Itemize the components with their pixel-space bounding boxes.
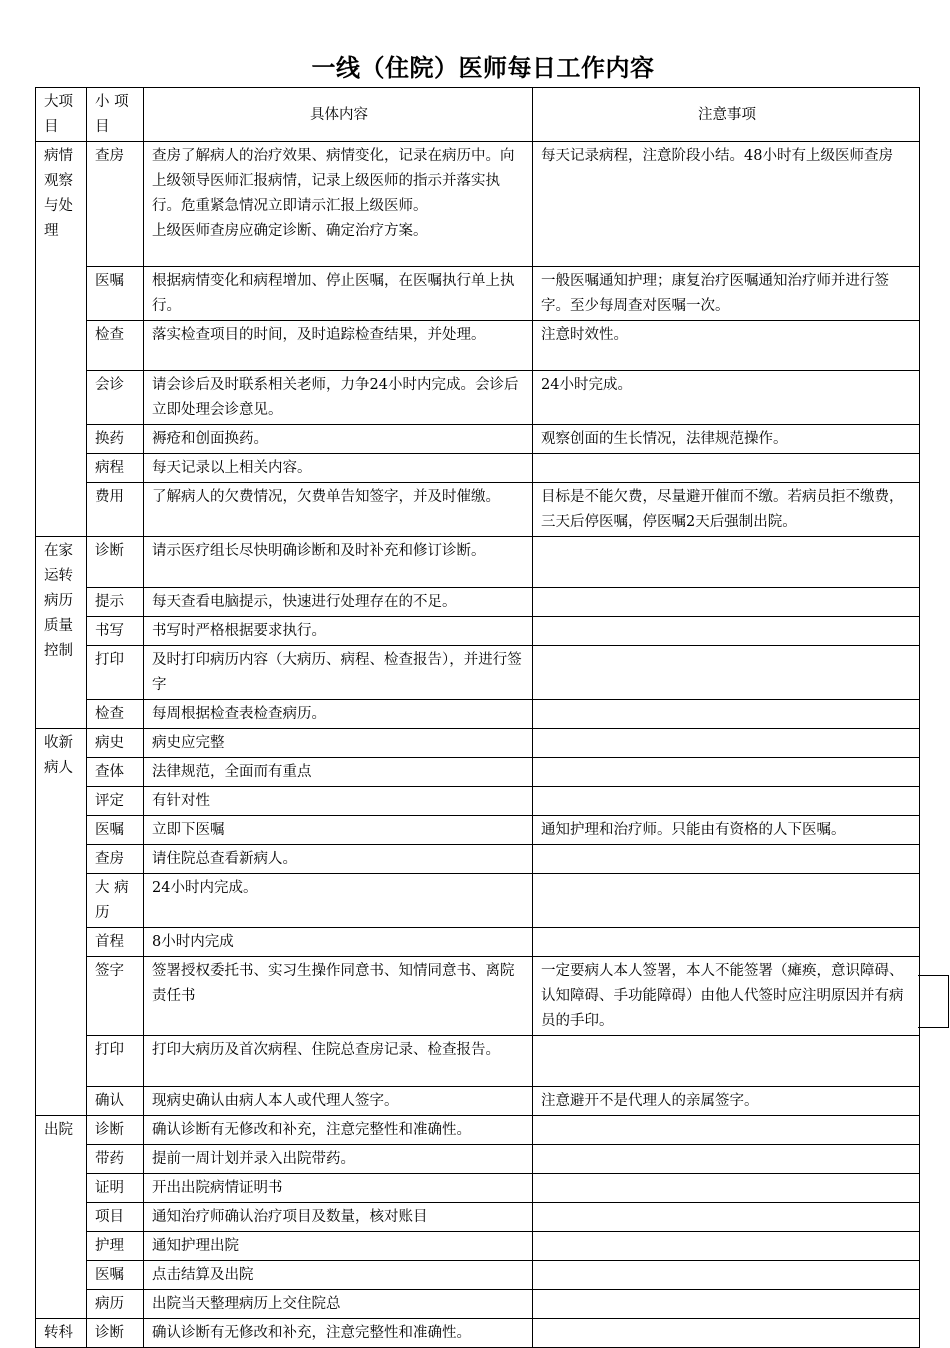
content-cell: 打印大病历及首次病程、住院总查房记录、检查报告。: [144, 1036, 533, 1087]
note-cell: [533, 1145, 920, 1174]
content-cell: 根据病情变化和病程增加、停止医嘱，在医嘱执行单上执行。: [144, 267, 533, 321]
table-row: [36, 267, 920, 321]
note-cell: 目标是不能欠费，尽量避开催而不缴。若病员拒不缴费，三天后停医嘱，停医嘱2天后强制出院。: [533, 483, 920, 537]
table-row: [36, 1203, 920, 1232]
content-cell: 确认诊断有无修改和补充，注意完整性和准确性。: [144, 1116, 533, 1145]
sub-item-name: 病历: [87, 1290, 144, 1319]
table-row: [36, 1261, 920, 1290]
sub-item-name: 打印: [87, 646, 144, 700]
note-cell: [533, 700, 920, 729]
note-cell: [533, 1261, 920, 1290]
content-cell: 法律规范，全面而有重点: [144, 758, 533, 787]
content-cell: 每周根据检查表检查病历。: [144, 700, 533, 729]
note-cell: [533, 617, 920, 646]
content-cell: 每天记录以上相关内容。: [144, 454, 533, 483]
sub-item-name: 护理: [87, 1232, 144, 1261]
note-cell: [533, 1116, 920, 1145]
sub-item-name: 病程: [87, 454, 144, 483]
content-cell: 每天查看电脑提示，快速进行处理存在的不足。: [144, 588, 533, 617]
note-cell: 注意时效性。: [533, 321, 920, 371]
sub-item-name: 提示: [87, 588, 144, 617]
content-cell: 立即下医嘱: [144, 816, 533, 845]
note-cell: [533, 874, 920, 928]
table-row: [36, 758, 920, 787]
note-cell: [533, 1203, 920, 1232]
note-cell: [533, 454, 920, 483]
sub-item-name: 诊断: [87, 1319, 144, 1348]
content-cell: 提前一周计划并录入出院带药。: [144, 1145, 533, 1174]
table-row: [36, 1145, 920, 1174]
content-cell: 书写时严格根据要求执行。: [144, 617, 533, 646]
content-cell: 请住院总查看新病人。: [144, 845, 533, 874]
table-body: [36, 142, 920, 1348]
header-content: 具体内容: [144, 88, 533, 142]
note-cell: [533, 537, 920, 588]
sub-item-name: 大 病历: [87, 874, 144, 928]
content-cell: 出院当天整理病历上交住院总: [144, 1290, 533, 1319]
table-row: [36, 1232, 920, 1261]
content-cell: 确认诊断有无修改和补充，注意完整性和准确性。: [144, 1319, 533, 1348]
sub-item-name: 书写: [87, 617, 144, 646]
content-cell: 落实检查项目的时间，及时追踪检查结果，并处理。: [144, 321, 533, 371]
note-cell: [533, 729, 920, 758]
sub-item-name: 打印: [87, 1036, 144, 1087]
table-row: [36, 874, 920, 928]
sub-item-name: 医嘱: [87, 267, 144, 321]
content-cell: 通知护理出院: [144, 1232, 533, 1261]
table-edge-extension: [918, 975, 949, 1028]
page-title: 一线（住院）医师每日工作内容: [311, 54, 655, 82]
content-cell: 签署授权委托书、实习生操作同意书、知情同意书、离院责任书: [144, 957, 533, 1036]
note-cell: 24小时完成。: [533, 371, 920, 425]
note-cell: [533, 646, 920, 700]
content-cell: 及时打印病历内容（大病历、病程、检查报告），并进行签字: [144, 646, 533, 700]
header-notes: 注意事项: [533, 88, 920, 142]
table-row: [36, 483, 920, 537]
content-cell: 有针对性: [144, 787, 533, 816]
sub-item-name: 证明: [87, 1174, 144, 1203]
sub-item-name: 费用: [87, 483, 144, 537]
note-cell: [533, 928, 920, 957]
note-cell: [533, 1290, 920, 1319]
table-row: [36, 537, 920, 588]
section-name: 转科: [36, 1319, 87, 1348]
sub-item-name: 带药: [87, 1145, 144, 1174]
sub-item-name: 确认: [87, 1087, 144, 1116]
note-cell: [533, 845, 920, 874]
table-row: [36, 1319, 920, 1348]
table-row: [36, 617, 920, 646]
note-cell: [533, 787, 920, 816]
table-row: [36, 321, 920, 371]
table-row: [36, 1290, 920, 1319]
note-cell: [533, 1232, 920, 1261]
table-row: [36, 845, 920, 874]
note-cell: 注意避开不是代理人的亲属签字。: [533, 1087, 920, 1116]
note-cell: 观察创面的生长情况，法律规范操作。: [533, 425, 920, 454]
sub-item-name: 病史: [87, 729, 144, 758]
table-row: [36, 928, 920, 957]
table-row: [36, 371, 920, 425]
note-cell: 每天记录病程，注意阶段小结。48小时有上级医师查房: [533, 142, 920, 267]
content-cell: 病史应完整: [144, 729, 533, 758]
table-row: [36, 957, 920, 1036]
sub-item-name: 查房: [87, 845, 144, 874]
table-row: [36, 646, 920, 700]
sub-item-name: 诊断: [87, 537, 144, 588]
sub-item-name: 项目: [87, 1203, 144, 1232]
sub-item-name: 首程: [87, 928, 144, 957]
note-cell: 一定要病人本人签署，本人不能签署（瘫痪，意识障碍、认知障碍、手功能障碍）由他人代签时应注明原因并有病员的手印。: [533, 957, 920, 1036]
section-name: 在家运转病历质量控制: [36, 537, 87, 729]
section-name: 病情观察与处理: [36, 142, 87, 537]
content-cell: 请示医疗组长尽快明确诊断和及时补充和修订诊断。: [144, 537, 533, 588]
note-cell: [533, 588, 920, 617]
table-row: [36, 454, 920, 483]
sub-item-name: 检查: [87, 321, 144, 371]
sub-item-name: 签字: [87, 957, 144, 1036]
content-cell: 24小时内完成。: [144, 874, 533, 928]
content-cell: 8小时内完成: [144, 928, 533, 957]
table-row: [36, 787, 920, 816]
table-row: [36, 1116, 920, 1145]
sub-item-name: 医嘱: [87, 1261, 144, 1290]
note-cell: [533, 1174, 920, 1203]
table-row: [36, 142, 920, 267]
content-cell: 请会诊后及时联系相关老师，力争24小时内完成。会诊后立即处理会诊意见。: [144, 371, 533, 425]
table-row: [36, 700, 920, 729]
work-content-table: [35, 87, 920, 1348]
table-row: [36, 588, 920, 617]
table-row: [36, 729, 920, 758]
header-major-item: 大项目: [36, 88, 87, 142]
table-row: [36, 425, 920, 454]
note-cell: [533, 1319, 920, 1348]
content-cell: 通知治疗师确认治疗项目及数量，核对账目: [144, 1203, 533, 1232]
header-minor-item: 小 项目: [87, 88, 144, 142]
content-cell: 现病史确认由病人本人或代理人签字。: [144, 1087, 533, 1116]
table-row: [36, 1087, 920, 1116]
sub-item-name: 查体: [87, 758, 144, 787]
table-header-row: [36, 88, 920, 142]
note-cell: 通知护理和治疗师。只能由有资格的人下医嘱。: [533, 816, 920, 845]
table-row: [36, 816, 920, 845]
sub-item-name: 会诊: [87, 371, 144, 425]
sub-item-name: 医嘱: [87, 816, 144, 845]
table-row: [36, 1174, 920, 1203]
section-name: 出院: [36, 1116, 87, 1319]
content-cell: 查房了解病人的治疗效果、病情变化，记录在病历中。向上级领导医师汇报病情，记录上级医师的指示并落实执行。危重紧急情况立即请示汇报上级医师。 上级医师查房应确定诊断、确定治疗方案。: [144, 142, 533, 267]
content-cell: 褥疮和创面换药。: [144, 425, 533, 454]
section-name: 收新病人: [36, 729, 87, 1116]
table-row: [36, 1036, 920, 1087]
content-cell: 开出出院病情证明书: [144, 1174, 533, 1203]
sub-item-name: 诊断: [87, 1116, 144, 1145]
sub-item-name: 评定: [87, 787, 144, 816]
note-cell: [533, 758, 920, 787]
sub-item-name: 查房: [87, 142, 144, 267]
content-cell: 点击结算及出院: [144, 1261, 533, 1290]
note-cell: 一般医嘱通知护理；康复治疗医嘱通知治疗师并进行签字。至少每周查对医嘱一次。: [533, 267, 920, 321]
content-cell: 了解病人的欠费情况，欠费单告知签字，并及时催缴。: [144, 483, 533, 537]
sub-item-name: 换药: [87, 425, 144, 454]
note-cell: [533, 1036, 920, 1087]
sub-item-name: 检查: [87, 700, 144, 729]
